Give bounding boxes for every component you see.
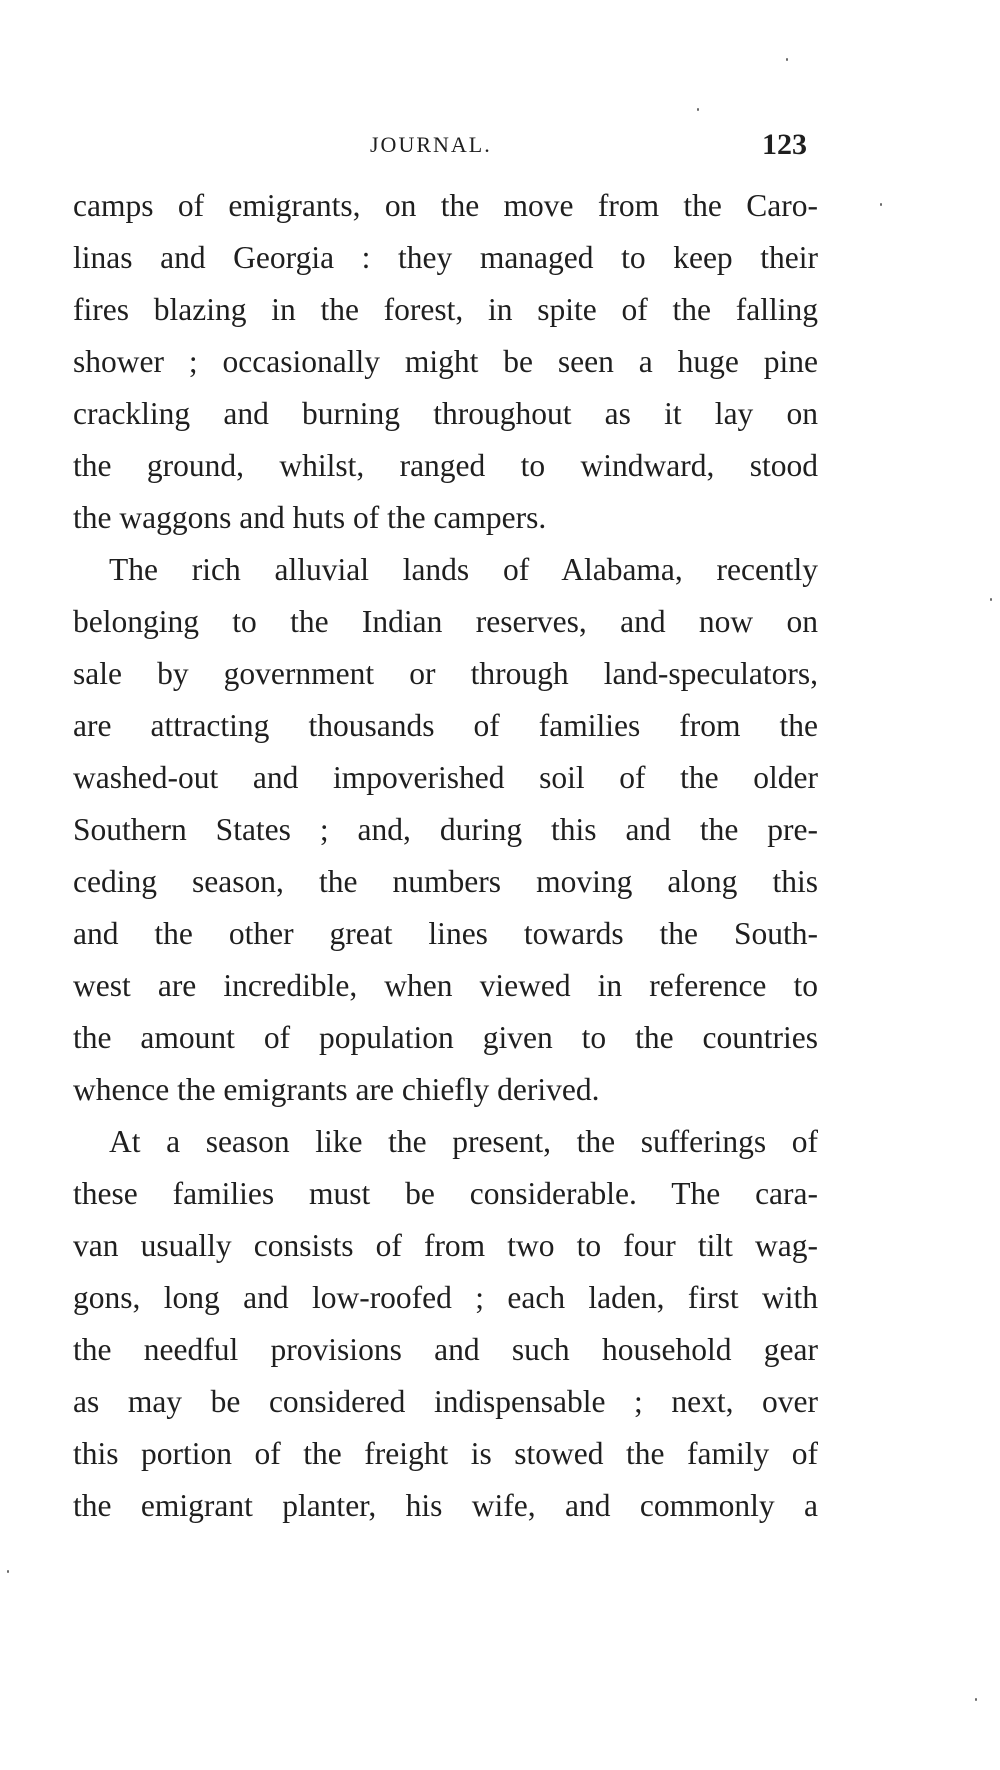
paragraph-2 <box>73 544 818 1116</box>
text-line: fires blazing in the forest, in spite of the falling <box>73 292 818 327</box>
page-number: 123 <box>762 128 807 161</box>
text-line: van usually consists of from two to four tilt wag- <box>73 1228 818 1263</box>
running-head <box>0 128 1000 168</box>
text-line: washed-out and impoverished soil of the older <box>73 760 818 795</box>
body-text <box>73 180 818 1532</box>
text-line: as may be considered indispensable ; next, over <box>73 1384 818 1419</box>
scan-speck <box>786 58 788 61</box>
paragraph-1 <box>73 180 818 544</box>
text-line: are attracting thousands of families from the <box>73 708 818 743</box>
scan-speck <box>880 203 882 206</box>
text-line: The rich alluvial lands of Alabama, recently <box>109 552 818 587</box>
scan-speck <box>990 598 992 601</box>
text-line: the ground, whilst, ranged to windward, stood <box>73 448 818 483</box>
text-line: and the other great lines towards the South- <box>73 916 818 951</box>
paragraph-3 <box>73 1116 818 1532</box>
text-line: this portion of the freight is stowed the family of <box>73 1436 818 1471</box>
text-line: ceding season, the numbers moving along this <box>73 864 818 899</box>
scan-speck <box>697 108 699 111</box>
text-line: west are incredible, when viewed in reference to <box>73 968 818 1003</box>
text-line: the needful provisions and such household gear <box>73 1332 818 1367</box>
text-line: these families must be considerable. The cara- <box>73 1176 818 1211</box>
text-line: crackling and burning throughout as it lay on <box>73 396 818 431</box>
text-line: camps of emigrants, on the move from the Caro- <box>73 188 818 223</box>
text-line: shower ; occasionally might be seen a huge pine <box>73 344 818 379</box>
text-line: the emigrant planter, his wife, and commonly a <box>73 1488 818 1523</box>
text-line: Southern States ; and, during this and the pre- <box>73 812 818 847</box>
text-line: whence the emigrants are chiefly derived. <box>73 1072 600 1107</box>
text-line: sale by government or through land-speculators, <box>73 656 818 691</box>
text-line: gons, long and low-roofed ; each laden, first with <box>73 1280 818 1315</box>
scan-speck <box>7 1570 9 1573</box>
running-title: JOURNAL. <box>370 132 492 157</box>
text-line: the amount of population given to the countries <box>73 1020 818 1055</box>
text-line: linas and Georgia : they managed to keep their <box>73 240 818 275</box>
scan-speck <box>975 1698 977 1701</box>
text-line: the waggons and huts of the campers. <box>73 500 547 535</box>
text-line: At a season like the present, the sufferings of <box>109 1124 818 1159</box>
text-line: belonging to the Indian reserves, and now on <box>73 604 818 639</box>
